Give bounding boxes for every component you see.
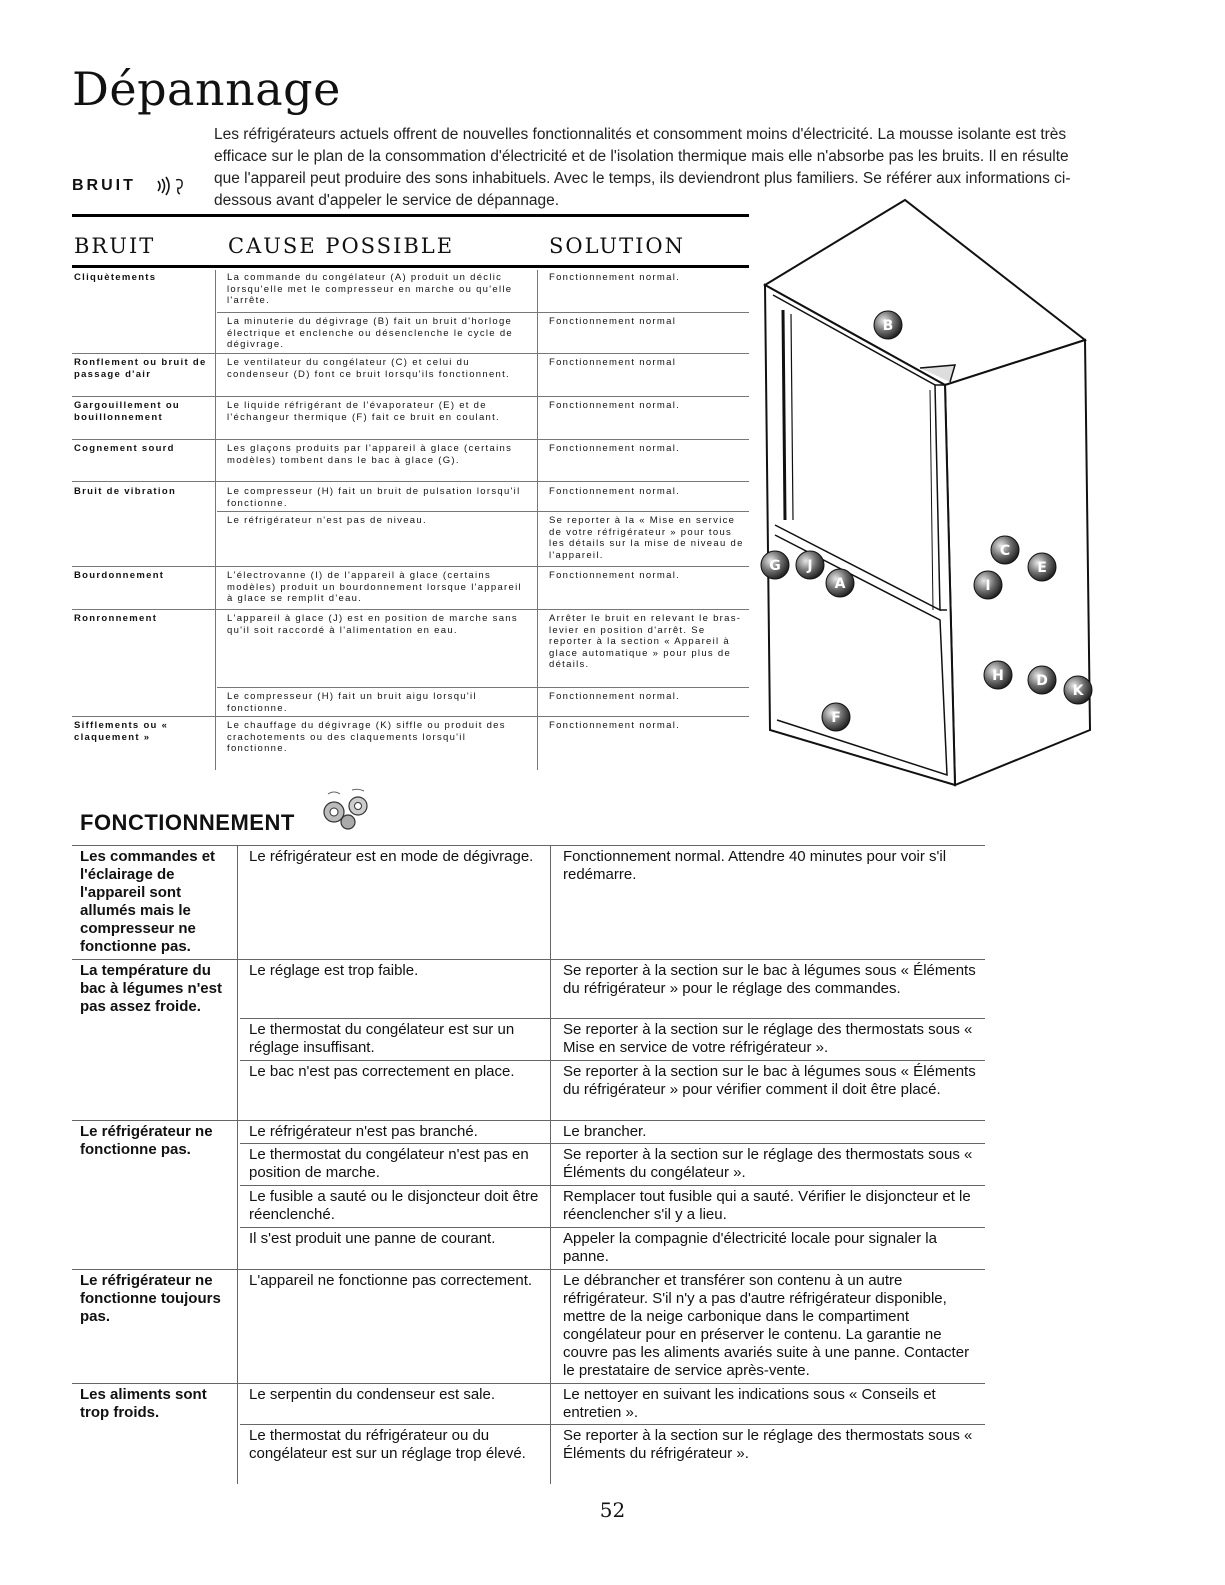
row-divider — [72, 609, 749, 610]
svg-text:C: C — [999, 543, 1011, 559]
noise-cell: Ronronnement — [74, 613, 158, 624]
cause-cell: L'électrovanne (I) de l'appareil à glace (certains modèles) produit un bourdonnement lorsque l'appareil à glace se remplit d'eau. — [227, 570, 522, 605]
label-f — [821, 702, 851, 737]
svg-text:A: A — [834, 576, 846, 592]
row-divider — [217, 687, 749, 688]
cause-cell: Le réfrigérateur n'est pas de niveau. — [227, 515, 427, 526]
header-cause: CAUSE POSSIBLE — [228, 234, 455, 258]
label-g — [760, 550, 790, 585]
solution-cell: Fonctionnement normal. — [549, 272, 681, 283]
label-j — [795, 550, 825, 585]
cause-cell: Le réglage est trop faible. — [249, 962, 419, 979]
svg-text:J: J — [807, 558, 813, 574]
solution-cell: Se reporter à la section sur le réglage des thermostats sous « Mise en service de votre réfrigérateur ». — [563, 1021, 973, 1056]
svg-text:I: I — [985, 578, 991, 594]
label-d — [1027, 665, 1057, 700]
noise-cell: Bruit de vibration — [74, 486, 177, 497]
solution-cell: Se reporter à la section sur le bac à légumes sous « Éléments du réfrigérateur » pour vérifier comment il doit être placé. — [563, 1063, 976, 1098]
label-a — [825, 568, 855, 603]
solution-cell: Se reporter à la section sur le réglage des thermostats sous « Éléments du congélateur ». — [563, 1146, 973, 1181]
solution-cell: Fonctionnement normal. — [549, 691, 681, 702]
row-divider — [72, 353, 749, 354]
cause-cell: Le liquide réfrigérant de l'évaporateur (E) et de l'échangeur thermique (F) fait ce bruit en coulant. — [227, 400, 500, 423]
solution-cell: Fonctionnement normal. — [549, 400, 681, 411]
row-divider — [72, 566, 749, 567]
label-c — [990, 535, 1020, 570]
row-divider — [72, 1383, 985, 1384]
svg-text:H: H — [992, 668, 1004, 684]
cause-cell: Le réfrigérateur n'est pas branché. — [249, 1123, 478, 1140]
svg-text:B: B — [882, 318, 894, 334]
solution-cell: Le brancher. — [563, 1123, 647, 1140]
cause-cell: Le chauffage du dégivrage (K) siffle ou produit des crachotements ou des claquements lorsqu'il fonctionne. — [227, 720, 506, 755]
svg-text:E: E — [1037, 560, 1047, 576]
svg-text:D: D — [1036, 673, 1048, 689]
noise-cell: Gargouillement ou bouillonnement — [74, 400, 181, 423]
noise-cell: Cognement sourd — [74, 443, 175, 454]
row-divider — [72, 716, 749, 717]
solution-cell: Fonctionnement normal. Attendre 40 minutes pour voir s'il redémarre. — [563, 848, 947, 883]
cause-cell: Le compresseur (H) fait un bruit aigu lorsqu'il fonctionne. — [227, 691, 477, 714]
problem-cell: La température du bac à légumes n'est pas assez froide. — [80, 962, 222, 1015]
header-rule — [72, 265, 749, 268]
cause-cell: Le thermostat du congélateur n'est pas en position de marche. — [249, 1146, 529, 1181]
row-divider — [240, 1060, 985, 1061]
refrigerator-drawing — [755, 190, 1105, 790]
row-divider — [72, 845, 985, 846]
solution-cell: Se reporter à la section sur le réglage des thermostats sous « Éléments du réfrigérateur ». — [563, 1427, 973, 1462]
refrigerator-illustration — [755, 190, 1105, 790]
row-divider — [72, 1269, 985, 1270]
cause-cell: Le fusible a sauté ou le disjoncteur doit être réenclenché. — [249, 1188, 539, 1223]
cause-cell: Le thermostat du réfrigérateur ou du congélateur est sur un réglage trop élevé. — [249, 1427, 526, 1462]
cause-cell: Le ventilateur du congélateur (C) et celui du condenseur (D) font ce bruit lorsqu'ils fonctionnent. — [227, 357, 510, 380]
cause-cell: L'appareil ne fonctionne pas correctement. — [249, 1272, 533, 1289]
svg-text:G: G — [769, 558, 781, 574]
header-solution: SOLUTION — [549, 234, 685, 258]
row-divider — [217, 511, 749, 512]
solution-cell: Fonctionnement normal. — [549, 443, 681, 454]
cause-cell: Il s'est produit une panne de courant. — [249, 1230, 496, 1247]
table-divider — [537, 270, 538, 770]
cause-cell: Le bac n'est pas correctement en place. — [249, 1063, 515, 1080]
header-bruit: BRUIT — [74, 234, 156, 258]
problem-cell: Les aliments sont trop froids. — [80, 1386, 207, 1421]
page-number: 52 — [599, 1498, 626, 1522]
solution-cell: Fonctionnement normal — [549, 316, 677, 327]
row-divider — [240, 1185, 985, 1186]
section-rule — [72, 214, 749, 217]
row-divider — [240, 1424, 985, 1425]
section-title-fonctionnement: FONCTIONNEMENT — [80, 810, 295, 835]
solution-cell: Remplacer tout fusible qui a sauté. Vérifier le disjoncteur et le réenclencher s'il y a lieu. — [563, 1188, 971, 1223]
sound-icon — [152, 175, 192, 202]
bruit-label: BRUIT — [72, 177, 136, 194]
problem-cell: Les commandes et l'éclairage de l'appareil sont allumés mais le compresseur ne fonctionne pas. — [80, 848, 216, 955]
cause-cell: La commande du congélateur (A) produit un déclic lorsqu'elle met le compresseur en marche ou qu'elle l'arrête. — [227, 272, 513, 307]
solution-cell: Se reporter à la section sur le bac à légumes sous « Éléments du réfrigérateur » pour le réglage des commandes. — [563, 962, 976, 997]
noise-cell: Sifflements ou « claquement » — [74, 720, 169, 743]
intro-paragraph: Les réfrigérateurs actuels offrent de nouvelles fonctionnalités et consomment moins d'électricité. La mousse isolante est très efficace sur le plan de la consommation d'électricité et de l'isolation thermique mais elle n'absorbe pas les bruits. Il en résulte que l'appareil peut produire des sons inhabituels. Avec le temps, ils deviendront plus familiers. Se référer aux informations ci-dessous avant d'appeler le service de dépannage. — [214, 126, 1071, 209]
label-i — [973, 570, 1003, 605]
row-divider — [217, 312, 749, 313]
cause-cell: Le thermostat du congélateur est sur un réglage insuffisant. — [249, 1021, 515, 1056]
label-e — [1027, 552, 1057, 587]
solution-cell: Fonctionnement normal. — [549, 720, 681, 731]
solution-cell: Fonctionnement normal. — [549, 570, 681, 581]
gears-icon — [312, 788, 384, 839]
label-h — [983, 660, 1013, 695]
solution-cell: Fonctionnement normal. — [549, 486, 681, 497]
svg-text:F: F — [831, 710, 841, 726]
cause-cell: Le serpentin du condenseur est sale. — [249, 1386, 495, 1403]
cause-cell: Le réfrigérateur est en mode de dégivrage. — [249, 848, 534, 865]
table-divider — [215, 270, 216, 770]
problem-cell: Le réfrigérateur ne fonctionne pas. — [80, 1123, 213, 1158]
solution-cell: Le nettoyer en suivant les indications sous « Conseils et entretien ». — [563, 1386, 936, 1421]
page-title: Dépannage — [72, 62, 341, 116]
row-divider — [240, 1227, 985, 1228]
label-k — [1063, 675, 1093, 710]
row-divider — [72, 1120, 985, 1121]
cause-cell: La minuterie du dégivrage (B) fait un bruit d'horloge électrique et enclenche ou désenclenche le cycle de dégivrage. — [227, 316, 514, 351]
cause-cell: L'appareil à glace (J) est en position de marche sans qu'il soit raccordé à l'alimentation en eau. — [227, 613, 518, 636]
solution-cell: Le débrancher et transférer son contenu à un autre réfrigérateur. S'il n'y a pas d'autre réfrigérateur disponible, mettre de la neige carbonique dans le compartiment congélateur pour en préserver le contenu. La garantie ne couvre pas les aliments avariés suite à une panne. Contacter le prestataire de service après-vente. — [563, 1272, 970, 1379]
solution-cell: Fonctionnement normal — [549, 357, 677, 368]
noise-cell: Bourdonnement — [74, 570, 165, 581]
table-divider — [550, 846, 551, 1484]
svg-text:K: K — [1072, 683, 1084, 699]
cause-cell: Les glaçons produits par l'appareil à glace (certains modèles) tombent dans le bac à glace (G). — [227, 443, 513, 466]
row-divider — [72, 396, 749, 397]
row-divider — [240, 1018, 985, 1019]
solution-cell: Appeler la compagnie d'électricité locale pour signaler la panne. — [563, 1230, 937, 1265]
noise-cell: Cliquètements — [74, 272, 157, 283]
row-divider — [72, 481, 749, 482]
label-b — [873, 310, 903, 345]
solution-cell: Arrêter le bruit en relevant le bras-levier en position d'arrêt. Se reporter à la section « Appareil à glace automatique » pour plus de détails. — [549, 613, 742, 671]
row-divider — [72, 959, 985, 960]
noise-cell: Ronflement ou bruit de passage d'air — [74, 357, 207, 380]
table-divider — [237, 846, 238, 1484]
cause-cell: Le compresseur (H) fait un bruit de pulsation lorsqu'il fonctionne. — [227, 486, 521, 509]
problem-cell: Le réfrigérateur ne fonctionne toujours pas. — [80, 1272, 221, 1325]
row-divider — [240, 1143, 985, 1144]
row-divider — [72, 439, 749, 440]
solution-cell: Se reporter à la « Mise en service de votre réfrigérateur » pour tous les détails sur la mise de niveau de l'appareil. — [549, 515, 744, 561]
